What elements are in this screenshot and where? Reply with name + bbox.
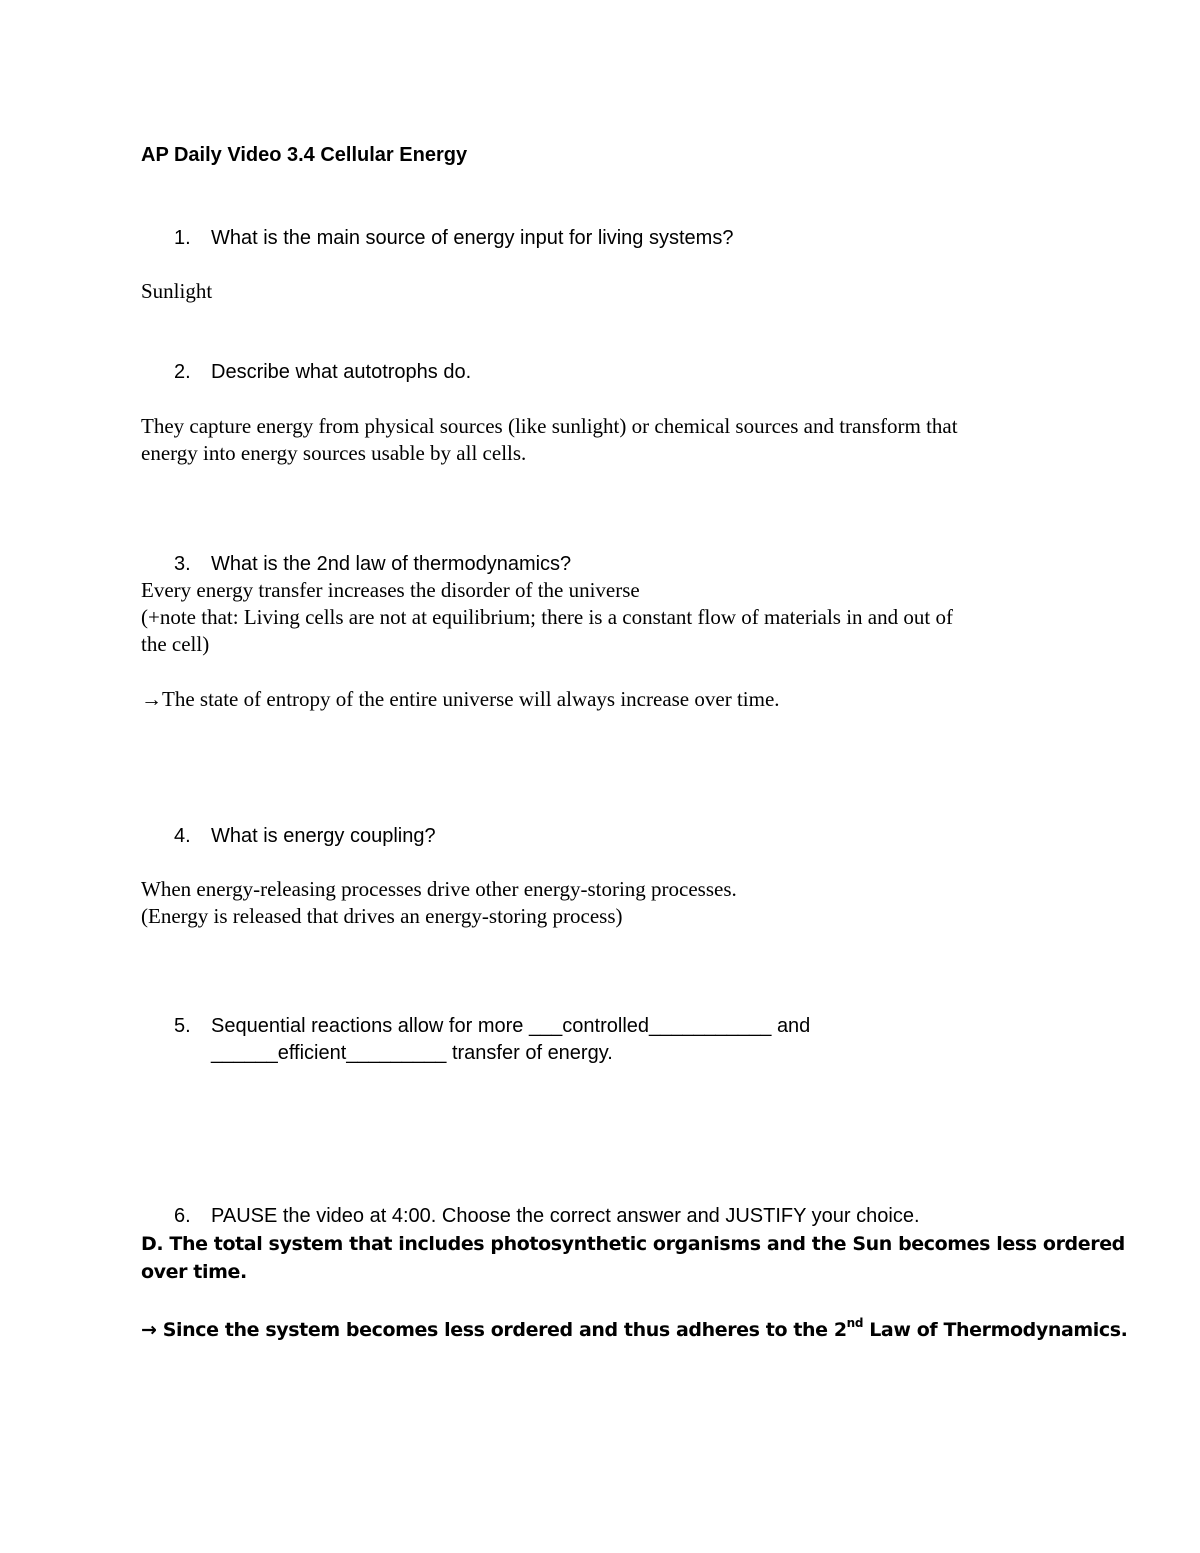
question-number: 6.	[174, 1205, 191, 1227]
answer-2-line-1: They capture energy from physical sources (like sunlight) or chemical sources and transform that	[141, 414, 958, 438]
answer-3-line-2: (+note that: Living cells are not at equilibrium; there is a constant flow of materials in and out of	[141, 605, 953, 629]
ordinal-suffix: nd	[846, 1315, 864, 1330]
answer-6-justification: → Since the system becomes less ordered and thus adheres to the 2nd Law of Thermodynamics.	[141, 1315, 1128, 1341]
question-number: 1.	[174, 227, 191, 249]
answer-1: Sunlight	[141, 279, 213, 303]
question-number: 5.	[174, 1015, 191, 1037]
question-text: Describe what autotrophs do.	[211, 361, 472, 383]
arrow-right-icon: →	[141, 1319, 157, 1341]
question-number: 2.	[174, 361, 191, 383]
answer-6-line-1: D. The total system that includes photosynthetic organisms and the Sun becomes less ordered	[141, 1233, 1125, 1255]
answer-2-line-2: energy into energy sources usable by all cells.	[141, 441, 527, 465]
answer-3-line-3: the cell)	[141, 632, 210, 656]
answer-4-line-1: When energy-releasing processes drive other energy-storing processes.	[141, 877, 737, 901]
answer-6-line-2: over time.	[141, 1261, 247, 1283]
question-text: What is energy coupling?	[211, 825, 436, 847]
question-number: 3.	[174, 553, 191, 575]
question-text: PAUSE the video at 4:00. Choose the correct answer and JUSTIFY your choice.	[211, 1205, 920, 1227]
question-5-text-line-2: ______efficient_________ transfer of energy.	[211, 1042, 613, 1064]
arrow-right-icon: →	[141, 687, 162, 711]
answer-4-line-2: (Energy is released that drives an energy-storing process)	[141, 904, 623, 928]
question-text-line-1: Sequential reactions allow for more ___controlled___________ and	[211, 1015, 811, 1037]
answer-3-line-1: Every energy transfer increases the disorder of the universe	[141, 578, 640, 602]
answer-3-conclusion: →The state of entropy of the entire universe will always increase over time.	[141, 687, 780, 711]
question-text: What is the main source of energy input for living systems?	[211, 227, 734, 249]
page-title: AP Daily Video 3.4 Cellular Energy	[141, 144, 468, 166]
question-number: 4.	[174, 825, 191, 847]
question-text: What is the 2nd law of thermodynamics?	[211, 553, 572, 575]
